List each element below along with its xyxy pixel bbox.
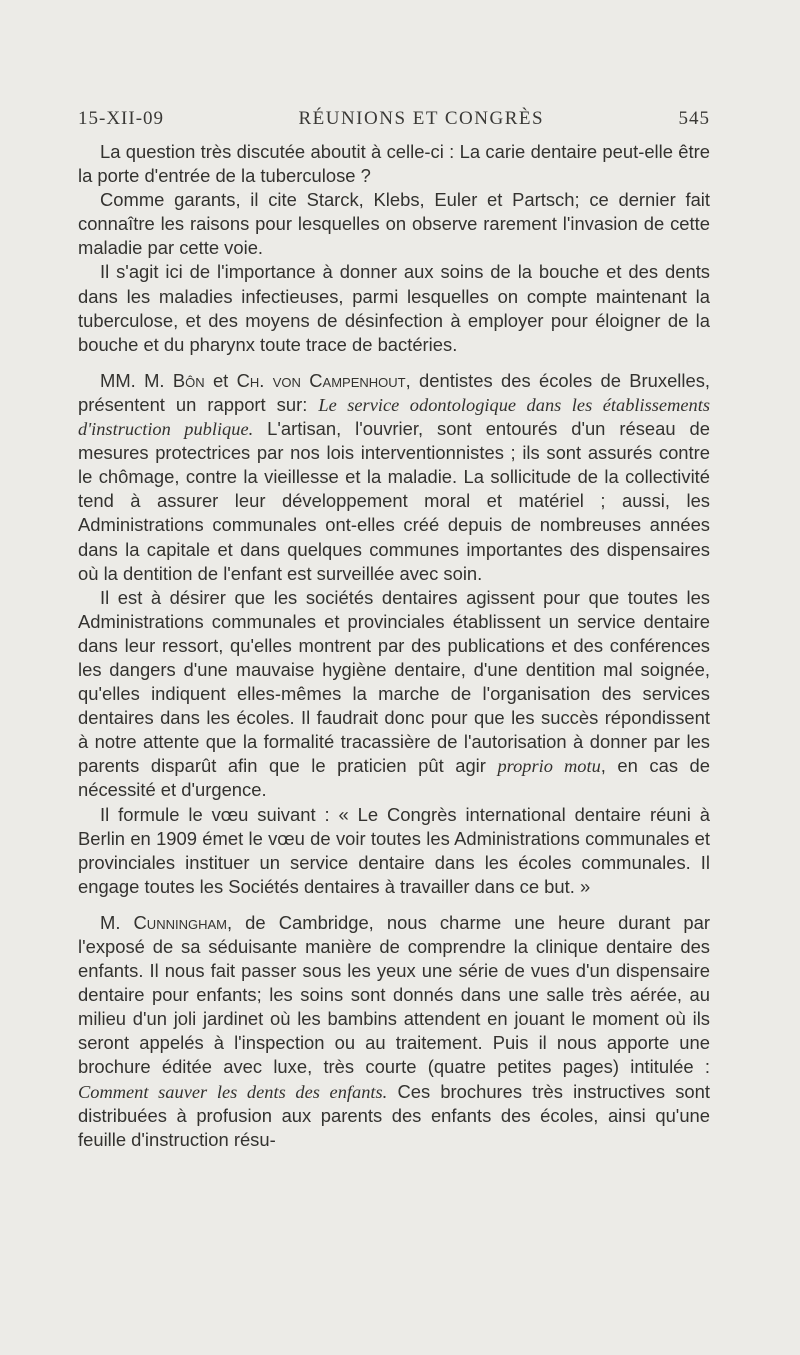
paragraph-4-rest: L'artisan, l'ouvrier, sont entourés d'un réseau de mesures protectrices par nos lois interventionnistes ; ils sont assurés contre le chômage, contre la vieillesse et la maladie. La sollicitude de la collectivité tend à assurer leur développement moral et matériel ; aussi, les Administrations communales ont-elles créé depuis de nombreuses années dans la capitale et dans quelques communes importantes des dispensaires où la dentition de l'enfant est surveillée avec soin. [78,418,710,584]
author-name-campenhout: Ch. von Campenhout [236,369,406,391]
paragraph-1: La question très discutée aboutit à celle-ci : La carie dentaire peut-elle être la porte d'entrée de la tuberculose ? [78,141,710,187]
paragraph-2: Comme garants, il cite Starck, Klebs, Euler et Partsch; ce dernier fait connaître les raisons pour lesquelles on observe rarement l'invasion de cette maladie par cette voie. [78,189,710,259]
paragraph-5-before: Il est à désirer que les sociétés dentaires agissent pour que toutes les Administrations communales et provinciales établissent un service dentaire dans leur ressort, qu'elles montrent par des publications et des conférences les dangers d'une mauvaise hygiène dentaire, d'une dentition mal soignée, qu'elles indiquent elles-mêmes la marche de l'organisation des services dentaires dans les écoles. Il faudrait donc pour que les succès répondissent à notre attente que la formalité tracassière de l'autorisation à donner par les parents disparût afin que le praticien pût agir [78,586,710,777]
paragraph-4-prefix: MM. M. [100,369,173,391]
report-title: Le service odontologique dans les établissements d'instruction publique. [78,394,710,440]
paragraph-4 [78,369,710,586]
paragraph-4-conjunction: et [204,369,237,391]
paragraph-4-intro: , dentistes des écoles de Bruxelles, présentent un rapport sur: [78,369,711,415]
brochure-title: Comment sauver les dents des enfants. [78,1081,388,1102]
author-name-bon: Bôn [172,369,205,391]
paragraph-7-prefix: M. [100,911,134,933]
header-date: 15-XII-09 [78,108,165,129]
page-number: 545 [678,108,710,129]
paragraph-6: Il formule le vœu suivant : « Le Congrès international dentaire réuni à Berlin en 1909 émet le vœu de voir toutes les Administrations communales et provinciales instituer un service dentaire dans les écoles communales. Il engage toutes les Sociétés dentaires à travailler dans ce but. » [78,803,710,897]
running-header [78,108,710,140]
paragraph-5-after: , en cas de nécessité et d'urgence. [78,755,711,801]
paragraph-7 [78,911,710,1152]
latin-phrase: proprio motu [497,756,601,777]
body-text [78,140,710,1152]
paragraph-7-before: , de Cambridge, nous charme une heure durant par l'exposé de sa séduisante manière de comprendre la clinique dentaire des enfants. Il nous fait passer sous les yeux une série de vues d'un dispensaire dentaire pour enfants; les soins sont donnés dans une salle très aérée, au milieu d'un joli jardinet où les bambins attendent en jouant le moment où ils seront appelés à l'inspection ou au traitement. Puis il nous apporte une brochure éditée avec luxe, très courte (quatre petites pages) intitulée : [78,911,710,1078]
author-name-cunningham: Cunningham [133,911,227,933]
paragraph-7-after: Ces brochures très instructives sont distribuées à profusion aux parents des enfants des écoles, ainsi qu'une feuille d'instruction résu- [78,1080,710,1150]
header-section-title: RÉUNIONS ET CONGRÈS [298,108,545,129]
paragraph-3: Il s'agit ici de l'importance à donner aux soins de la bouche et des dents dans les maladies infectieuses, parmi lesquelles on compte maintenant la tuberculose, et des moyens de désinfection à employer pour éloigner de la bouche et du pharynx toute trace de bactéries. [78,261,710,355]
paragraph-5 [78,586,710,803]
